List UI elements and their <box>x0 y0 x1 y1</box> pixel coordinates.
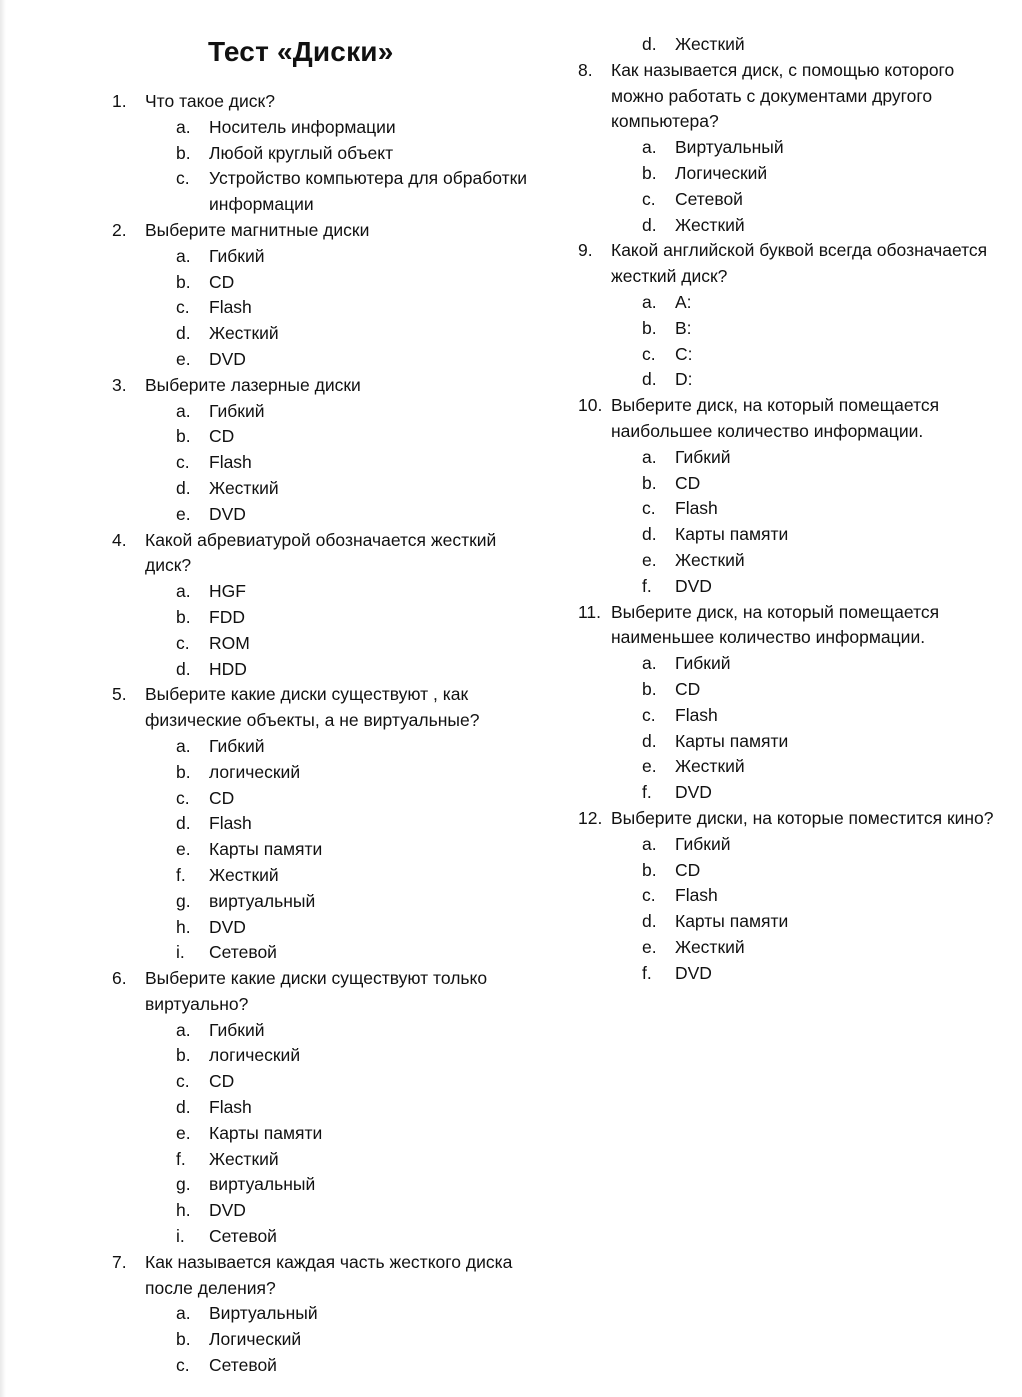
question-number: 11. <box>578 601 602 622</box>
option-letter: a. <box>176 581 191 602</box>
option-letter: e. <box>176 1122 191 1143</box>
option-text: Гибкий <box>209 735 265 756</box>
option-text: виртуальный <box>209 890 316 911</box>
option-text: Жесткий <box>209 1148 279 1169</box>
answer-option <box>112 1121 542 1147</box>
answer-option <box>578 213 998 239</box>
answer-option <box>112 295 542 321</box>
answer-option <box>112 270 542 296</box>
option-text: Flash <box>209 813 252 834</box>
option-letter: e. <box>176 839 191 860</box>
option-text: DVD <box>209 503 246 524</box>
option-letter: c. <box>642 498 656 519</box>
option-list <box>112 244 542 373</box>
answer-option <box>112 579 542 605</box>
option-list <box>112 115 542 218</box>
answer-option <box>578 832 998 858</box>
option-text: виртуальный <box>209 1174 316 1195</box>
answer-option <box>578 342 998 368</box>
answer-option <box>112 1043 542 1069</box>
question-text: Что такое диск? <box>145 91 275 111</box>
answer-option <box>578 780 998 806</box>
answer-option <box>578 703 998 729</box>
question-text: Выберите какие диски существуют только виртуально? <box>145 968 488 1014</box>
answer-option <box>112 476 542 502</box>
option-letter: c. <box>176 452 190 473</box>
option-text: CD <box>209 426 235 447</box>
option-letter: d. <box>642 34 657 54</box>
option-letter: c. <box>642 704 656 725</box>
question-text: Выберите лазерные диски <box>145 374 361 395</box>
question-text: Выберите диск, на который помещается наименьшее количество информации. <box>611 601 940 648</box>
option-text: Устройство компьютера для обработки информации <box>209 168 528 215</box>
option-text: Логический <box>675 162 768 183</box>
option-text: Flash <box>209 1097 252 1118</box>
answer-option <box>112 399 542 425</box>
answer-option <box>578 161 998 187</box>
question-6 <box>112 966 542 1018</box>
answer-option <box>578 883 998 909</box>
question-1 <box>112 89 542 115</box>
answer-option <box>112 1198 542 1224</box>
option-letter: b. <box>176 271 191 292</box>
option-text: логический <box>209 1045 301 1066</box>
option-text: Карты памяти <box>675 730 789 751</box>
option-letter: b. <box>176 606 191 627</box>
option-letter: e. <box>176 503 191 524</box>
option-text: DVD <box>209 916 246 937</box>
option-text: Гибкий <box>675 446 731 467</box>
option-text: Гибкий <box>209 400 265 421</box>
question-text: Как называется диск, с помощью которого можно работать с документами другого компьютера? <box>611 59 955 132</box>
option-letter: d. <box>176 477 191 498</box>
answer-option <box>112 502 542 528</box>
option-text: Карты памяти <box>675 911 789 932</box>
option-text: Карты памяти <box>675 524 789 545</box>
answer-option <box>578 729 998 755</box>
option-text: Жесткий <box>675 936 745 957</box>
option-list <box>578 445 998 600</box>
option-letter: e. <box>176 348 191 369</box>
option-text: DVD <box>675 962 712 983</box>
option-letter: c. <box>176 787 190 808</box>
option-text: CD <box>675 859 701 880</box>
option-letter: e. <box>642 756 657 777</box>
option-text: Flash <box>675 498 718 519</box>
right-questions <box>578 58 998 987</box>
answer-option <box>578 574 998 600</box>
option-letter: f. <box>642 782 652 803</box>
option-letter: d. <box>176 658 191 679</box>
option-list <box>112 1018 542 1250</box>
answer-option <box>112 1172 542 1198</box>
option-text: Карты памяти <box>209 839 323 860</box>
option-text: Жесткий <box>209 864 279 885</box>
answer-option <box>112 657 542 683</box>
answer-option <box>112 1224 542 1250</box>
option-letter: i. <box>176 1226 185 1247</box>
answer-option <box>112 760 542 786</box>
answer-option <box>578 445 998 471</box>
option-text: DVD <box>675 782 712 803</box>
question-4 <box>112 528 542 580</box>
option-letter: b. <box>642 678 657 699</box>
option-letter: c. <box>176 1355 190 1376</box>
option-list <box>112 734 542 966</box>
option-text: Flash <box>675 885 718 906</box>
option-text: CD <box>675 472 701 493</box>
option-text: CD <box>209 787 235 808</box>
option-text: HGF <box>209 581 246 602</box>
option-text: FDD <box>209 606 245 627</box>
option-text: Гибкий <box>209 245 265 266</box>
option-text: CD <box>209 1071 235 1092</box>
option-letter: a. <box>176 1303 191 1324</box>
option-text: C: <box>675 343 693 364</box>
option-letter: a. <box>642 137 657 158</box>
question-number: 8. <box>578 59 593 80</box>
option-letter: b. <box>176 1329 191 1350</box>
answer-option <box>578 496 998 522</box>
answer-option <box>112 837 542 863</box>
option-letter: b. <box>176 142 191 163</box>
question-number: 5. <box>112 684 127 705</box>
answer-option <box>112 244 542 270</box>
option-letter: d. <box>642 524 657 545</box>
answer-option <box>112 424 542 450</box>
option-letter: a. <box>176 1019 191 1040</box>
option-letter: g. <box>176 1174 191 1195</box>
page-edge-shadow <box>0 0 6 1397</box>
option-letter: a. <box>176 400 191 421</box>
option-letter: c. <box>642 188 656 209</box>
right-column <box>578 32 998 986</box>
answer-option <box>578 471 998 497</box>
option-text: A: <box>675 291 692 312</box>
option-text: CD <box>675 678 701 699</box>
option-text: Сетевой <box>209 1226 277 1247</box>
answer-option <box>578 677 998 703</box>
question-7 <box>112 1250 542 1302</box>
option-letter: a. <box>642 291 657 312</box>
option-letter: c. <box>642 885 656 906</box>
question-10 <box>578 393 998 445</box>
left-column <box>112 89 542 1379</box>
option-text: B: <box>675 317 692 338</box>
option-letter: a. <box>642 833 657 854</box>
answer-option <box>578 187 998 213</box>
question-9 <box>578 238 998 290</box>
answer-option <box>578 935 998 961</box>
option-letter: c. <box>176 632 190 653</box>
option-text: Flash <box>209 452 252 473</box>
answer-option <box>112 1095 542 1121</box>
answer-option <box>112 889 542 915</box>
option-list <box>578 135 998 238</box>
question-text: Какой английской буквой всегда обозначается жесткий диск? <box>611 240 988 287</box>
question-text: Какой абревиатурой обозначается жесткий диск? <box>145 529 497 576</box>
option-list <box>112 399 542 528</box>
answer-option <box>578 135 998 161</box>
answer-option <box>112 605 542 631</box>
option-text: D: <box>675 369 693 390</box>
option-text: Логический <box>209 1329 302 1350</box>
answer-option <box>112 1301 542 1327</box>
option-letter: a. <box>176 245 191 266</box>
answer-option <box>578 858 998 884</box>
option-letter: a. <box>176 735 191 756</box>
answer-option <box>578 316 998 342</box>
option-letter: e. <box>642 936 657 957</box>
answer-option <box>112 1147 542 1173</box>
answer-option <box>578 522 998 548</box>
question-5 <box>112 682 542 734</box>
answer-option <box>112 347 542 373</box>
question-number: 9. <box>578 240 593 261</box>
option-text: DVD <box>675 575 712 596</box>
answer-option <box>112 940 542 966</box>
answer-option <box>112 786 542 812</box>
question-text: Как называется каждая часть жесткого диска после деления? <box>145 1251 513 1298</box>
option-letter: b. <box>176 761 191 782</box>
option-text: Жесткий <box>675 549 745 570</box>
answer-option <box>578 754 998 780</box>
option-text: Виртуальный <box>675 137 784 158</box>
option-letter: d. <box>176 1097 191 1118</box>
answer-option <box>578 651 998 677</box>
option-list <box>578 832 998 987</box>
option-text: CD <box>209 271 235 292</box>
option-text: Сетевой <box>209 942 277 963</box>
option-text: Карты памяти <box>209 1122 323 1143</box>
option-text: ROM <box>209 632 250 653</box>
option-list <box>112 1301 542 1378</box>
option-letter: c. <box>176 297 190 318</box>
option-text: логический <box>209 761 301 782</box>
question-number: 1. <box>112 91 127 111</box>
option-letter: b. <box>176 1045 191 1066</box>
option-letter: d. <box>642 214 657 235</box>
option-letter: c. <box>176 1071 190 1092</box>
answer-option <box>112 811 542 837</box>
question-number: 2. <box>112 219 127 240</box>
option-letter: e. <box>642 549 657 570</box>
question-number: 6. <box>112 968 127 989</box>
option-text: Гибкий <box>209 1019 265 1040</box>
option-letter: h. <box>176 916 191 937</box>
question-text: Выберите какие диски существуют , как физические объекты, а не виртуальные? <box>145 684 480 731</box>
question-text: Выберите диски, на которые поместится кино? <box>611 807 994 828</box>
question-number: 3. <box>112 374 127 395</box>
page-title: Тест «Диски» <box>208 36 394 67</box>
option-letter: a. <box>176 116 191 137</box>
option-letter: d. <box>176 323 191 344</box>
option-text: Гибкий <box>675 653 731 674</box>
option-text: Жесткий <box>209 477 279 498</box>
option-text: Носитель информации <box>209 116 396 137</box>
option-letter: d. <box>642 911 657 932</box>
answer-option <box>578 909 998 935</box>
answer-option <box>112 321 542 347</box>
option-letter: b. <box>642 472 657 493</box>
option-text: Сетевой <box>209 1355 277 1376</box>
option-letter: b. <box>642 162 657 183</box>
option-letter: f. <box>642 575 652 596</box>
question-12 <box>578 806 998 832</box>
option-letter: c. <box>176 168 190 189</box>
answer-option <box>112 734 542 760</box>
question-text: Выберите диск, на который помещается наибольшее количество информации. <box>611 395 940 441</box>
option-letter: b. <box>642 317 657 338</box>
option-list <box>578 290 998 393</box>
option-text: Жесткий <box>675 756 745 777</box>
question-8 <box>578 58 998 135</box>
option-text: Виртуальный <box>209 1303 318 1324</box>
option-text: Flash <box>675 704 718 725</box>
option-letter: d. <box>176 813 191 834</box>
answer-option <box>578 367 998 393</box>
option-text: DVD <box>209 1200 246 1221</box>
answer-option <box>112 450 542 476</box>
question-number: 7. <box>112 1251 127 1272</box>
option-list <box>112 579 542 682</box>
answer-option <box>112 631 542 657</box>
question-number: 12. <box>578 807 603 828</box>
option-letter: a. <box>642 446 657 467</box>
answer-option <box>112 915 542 941</box>
answer-option <box>112 166 542 218</box>
option-list <box>578 651 998 806</box>
carryover-option <box>578 32 998 58</box>
answer-option <box>112 863 542 889</box>
answer-option <box>112 115 542 141</box>
option-text: Flash <box>209 297 252 318</box>
option-text: Гибкий <box>675 833 731 854</box>
question-3 <box>112 373 542 399</box>
option-letter: d. <box>642 730 657 751</box>
answer-option <box>578 548 998 574</box>
answer-option <box>112 1353 542 1379</box>
answer-option <box>112 1018 542 1044</box>
option-letter: c. <box>642 343 656 364</box>
answer-option <box>578 961 998 987</box>
option-letter: b. <box>176 426 191 447</box>
option-letter: h. <box>176 1200 191 1221</box>
option-text: Жесткий <box>675 214 745 235</box>
answer-option <box>578 290 998 316</box>
option-letter: g. <box>176 890 191 911</box>
option-text: Жесткий <box>209 323 279 344</box>
question-11 <box>578 600 998 652</box>
question-number: 10. <box>578 395 603 416</box>
option-text: Жесткий <box>675 34 745 54</box>
question-text: Выберите магнитные диски <box>145 219 370 240</box>
option-letter: f. <box>176 1148 186 1169</box>
option-letter: a. <box>642 653 657 674</box>
option-text: HDD <box>209 658 247 679</box>
option-letter: b. <box>642 859 657 880</box>
question-2 <box>112 218 542 244</box>
answer-option <box>112 1069 542 1095</box>
answer-option <box>112 141 542 167</box>
option-letter: d. <box>642 369 657 390</box>
option-letter: f. <box>176 864 186 885</box>
option-letter: i. <box>176 942 185 963</box>
option-text: Сетевой <box>675 188 743 209</box>
question-number: 4. <box>112 529 127 550</box>
option-letter: f. <box>642 962 652 983</box>
answer-option <box>112 1327 542 1353</box>
option-text: DVD <box>209 348 246 369</box>
option-text: Любой круглый объект <box>209 142 394 163</box>
